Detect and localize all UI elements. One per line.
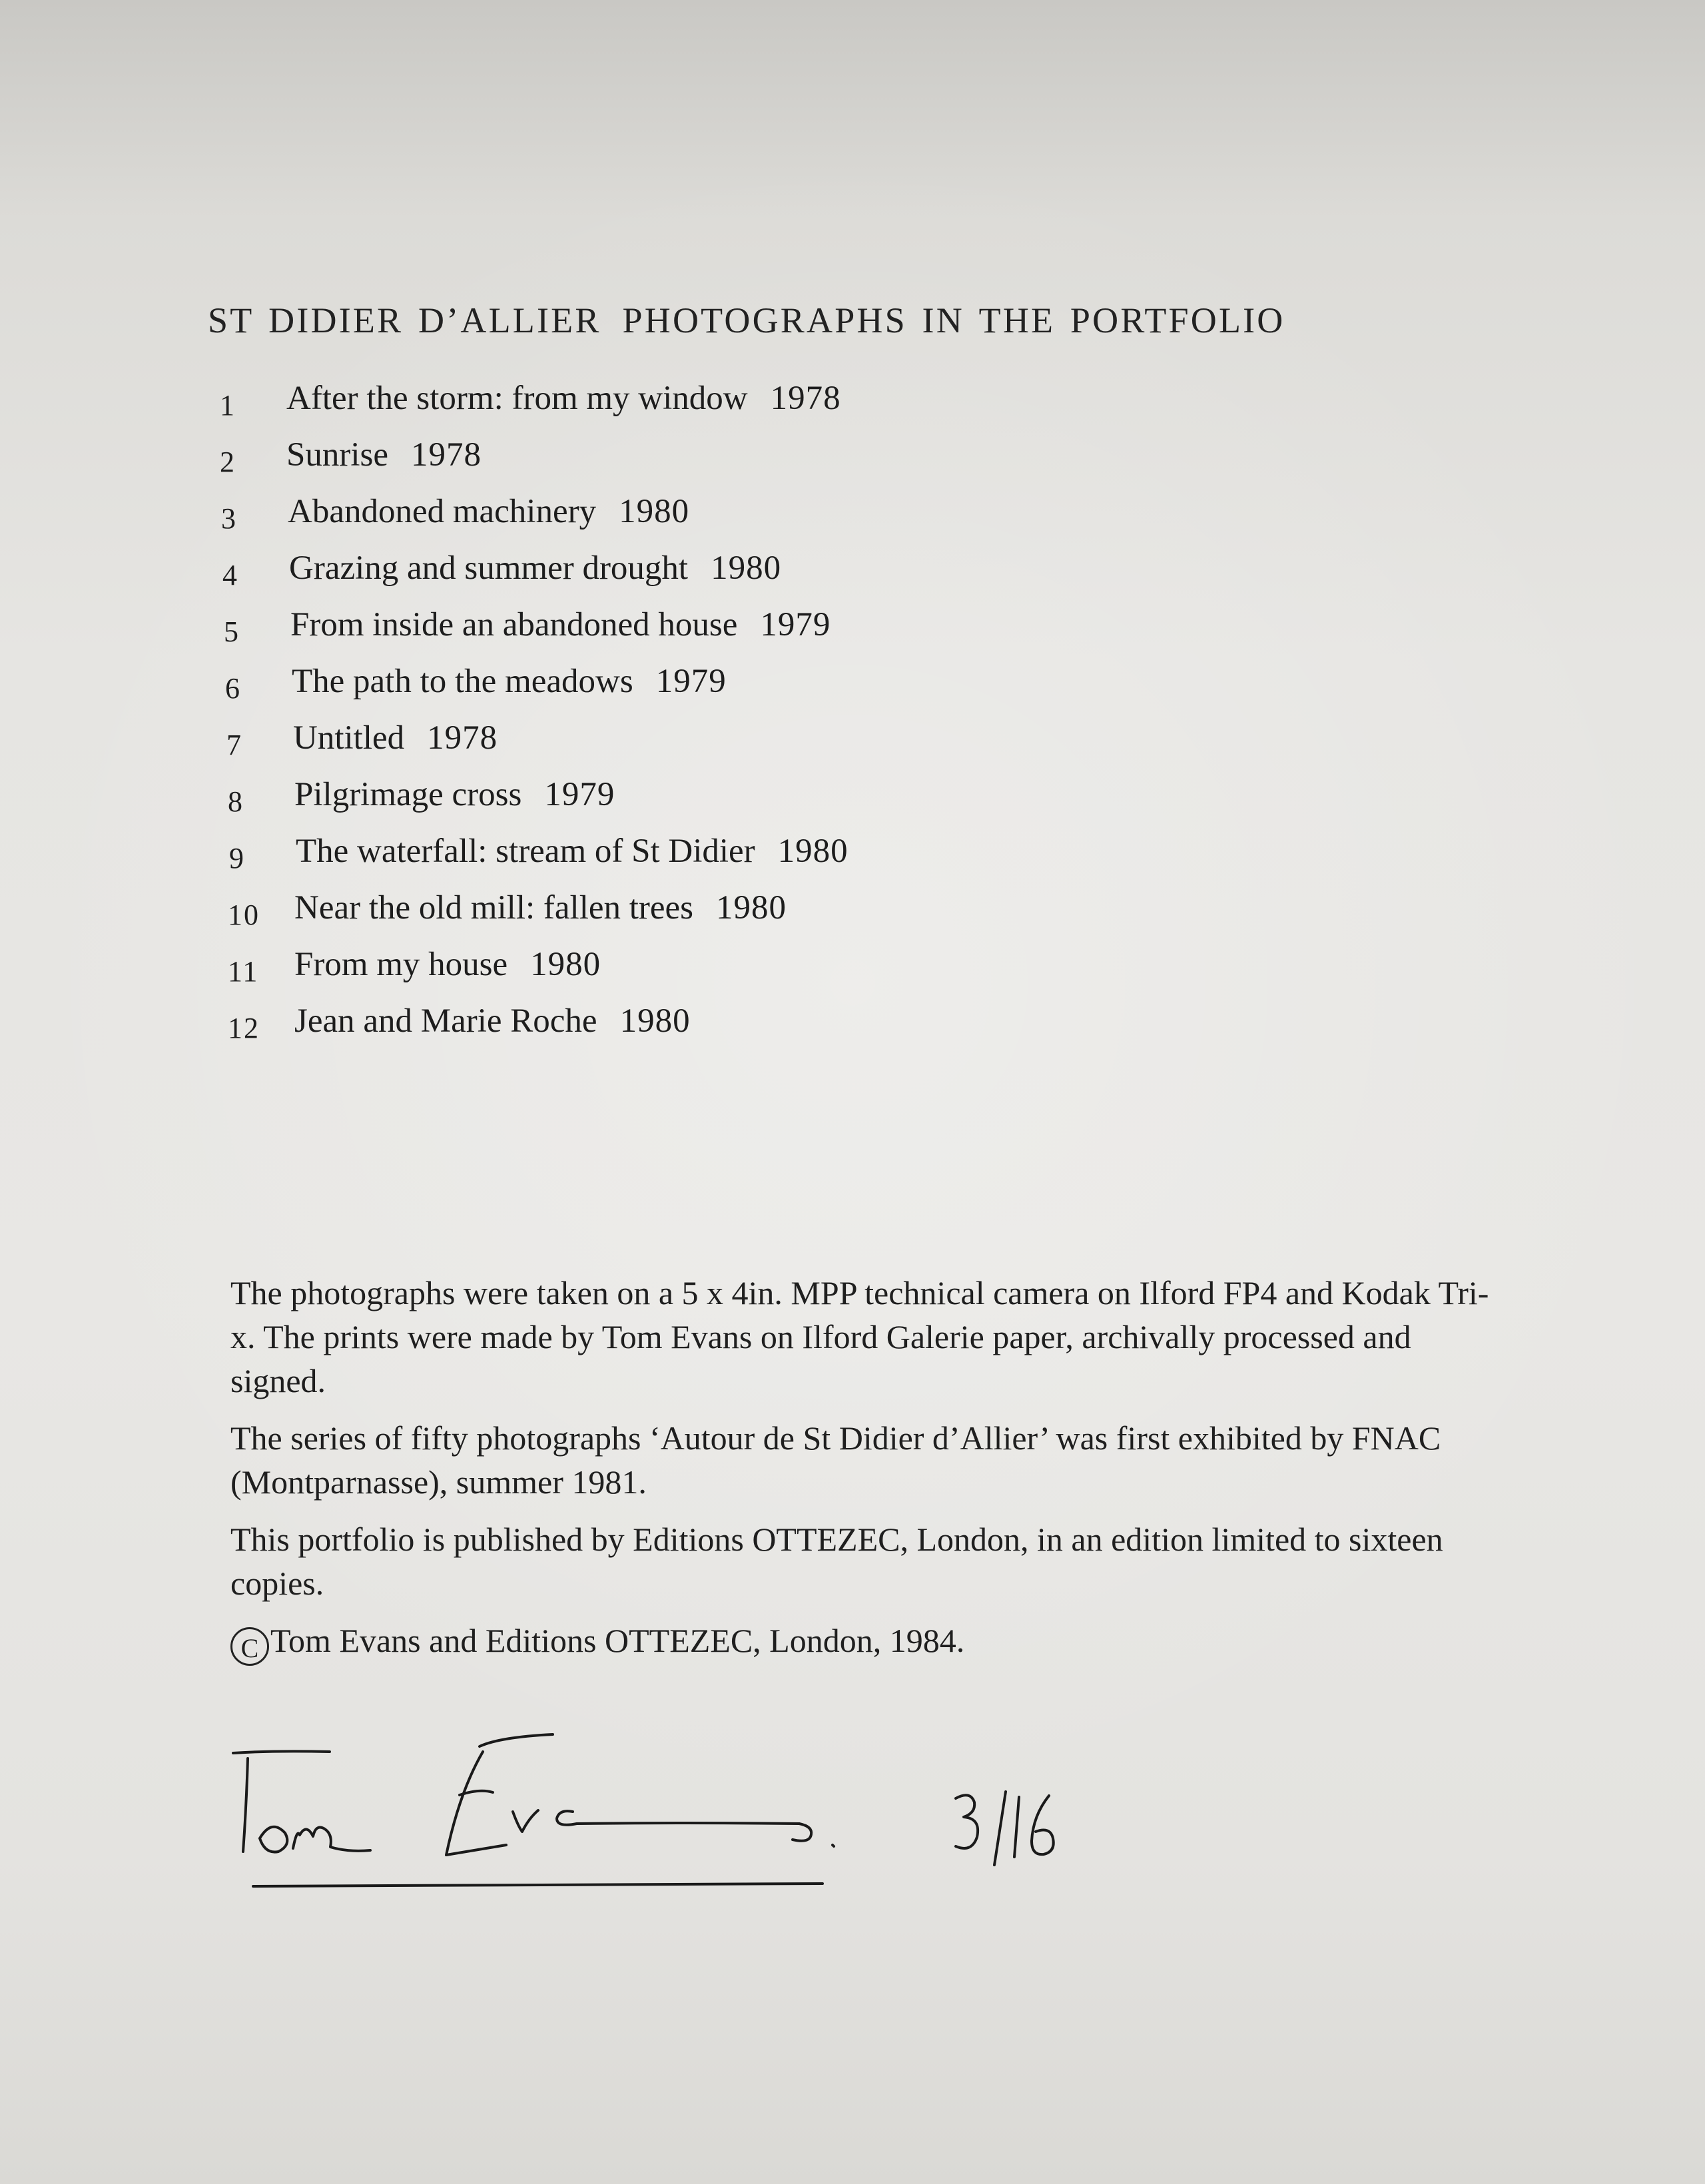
plate-number: 7 bbox=[226, 729, 242, 761]
publication-note: This portfolio is published by Editions OTTEZEC, London, in an edition limited to sixteen copies. bbox=[230, 1521, 1443, 1602]
plate-item bbox=[228, 891, 1160, 948]
plate-number: 5 bbox=[224, 615, 240, 648]
plate-title: Untitled 1978 bbox=[293, 719, 498, 757]
plate-title: From my house 1980 bbox=[294, 946, 601, 983]
plate-year: 1980 bbox=[530, 946, 601, 983]
plate-number: 3 bbox=[221, 502, 237, 535]
plate-item bbox=[229, 835, 1162, 891]
plate-number: 12 bbox=[228, 1012, 260, 1044]
plate-item bbox=[225, 665, 1158, 721]
plate-year: 1979 bbox=[760, 606, 831, 643]
title-subject: PHOTOGRAPHS IN THE PORTFOLIO bbox=[622, 300, 1285, 340]
plate-item bbox=[224, 608, 1156, 665]
plate-item bbox=[220, 382, 1152, 438]
plate-item bbox=[228, 948, 1160, 1004]
plate-item bbox=[226, 721, 1159, 778]
plate-title: The path to the meadows 1979 bbox=[292, 663, 727, 700]
plate-title: Sunrise 1978 bbox=[286, 436, 482, 474]
plate-title: Jean and Marie Roche 1980 bbox=[294, 1002, 691, 1040]
plate-title: Grazing and summer drought 1980 bbox=[289, 549, 782, 587]
copyright-icon: C bbox=[230, 1627, 269, 1666]
handwritten-edition-number bbox=[942, 1785, 1076, 1872]
plate-item bbox=[221, 495, 1154, 551]
plate-number: 6 bbox=[225, 672, 241, 705]
plate-number: 2 bbox=[220, 446, 236, 478]
plate-year: 1979 bbox=[544, 776, 615, 813]
plate-item bbox=[222, 551, 1155, 608]
plate-year: 1978 bbox=[770, 380, 841, 417]
plate-year: 1979 bbox=[655, 663, 727, 700]
plate-item bbox=[228, 1004, 1160, 1061]
plate-item bbox=[220, 438, 1152, 495]
plate-list bbox=[220, 382, 1152, 1061]
plate-number: 9 bbox=[229, 842, 245, 875]
exhibition-note: The series of fifty photographs ‘Autour de St Didier d’Allier’ was first exhibited by FNAC (Montparnasse), summer 1981. bbox=[230, 1419, 1441, 1501]
plate-number: 11 bbox=[228, 955, 259, 988]
copyright-note bbox=[230, 1619, 1496, 1666]
copyright-text: Tom Evans and Editions OTTEZEC, London, 1984. bbox=[270, 1622, 965, 1659]
plate-year: 1978 bbox=[411, 436, 482, 474]
plate-title: The waterfall: stream of St Didier 1980 bbox=[296, 833, 849, 870]
plate-number: 8 bbox=[228, 785, 244, 818]
plate-number: 1 bbox=[220, 389, 236, 422]
plate-year: 1980 bbox=[711, 549, 782, 587]
plate-year: 1980 bbox=[716, 889, 787, 926]
plate-title: From inside an abandoned house 1979 bbox=[290, 606, 831, 643]
plate-title: Near the old mill: fallen trees 1980 bbox=[294, 889, 787, 926]
plate-year: 1980 bbox=[619, 493, 690, 530]
plate-item bbox=[228, 778, 1160, 835]
plate-year: 1980 bbox=[777, 833, 849, 870]
plate-number: 4 bbox=[222, 559, 238, 591]
plate-year: 1978 bbox=[427, 719, 498, 757]
plate-year: 1980 bbox=[619, 1002, 691, 1040]
camera-note: The photographs were taken on a 5 x 4in. MPP technical camera on Ilford FP4 and Kodak Tri-x. The prints were made by Tom Evans on Ilford Galerie paper, archivally processed and signed. bbox=[230, 1274, 1489, 1399]
plate-number: 10 bbox=[228, 899, 260, 931]
plate-title: Abandoned machinery 1980 bbox=[288, 493, 690, 530]
plate-title: Pilgrimage cross 1979 bbox=[294, 776, 615, 813]
page-title bbox=[208, 300, 1285, 341]
plate-title: After the storm: from my window 1978 bbox=[286, 380, 841, 417]
title-place: ST DIDIER D’ALLIER bbox=[208, 300, 601, 340]
colophon-notes bbox=[230, 1271, 1496, 1679]
